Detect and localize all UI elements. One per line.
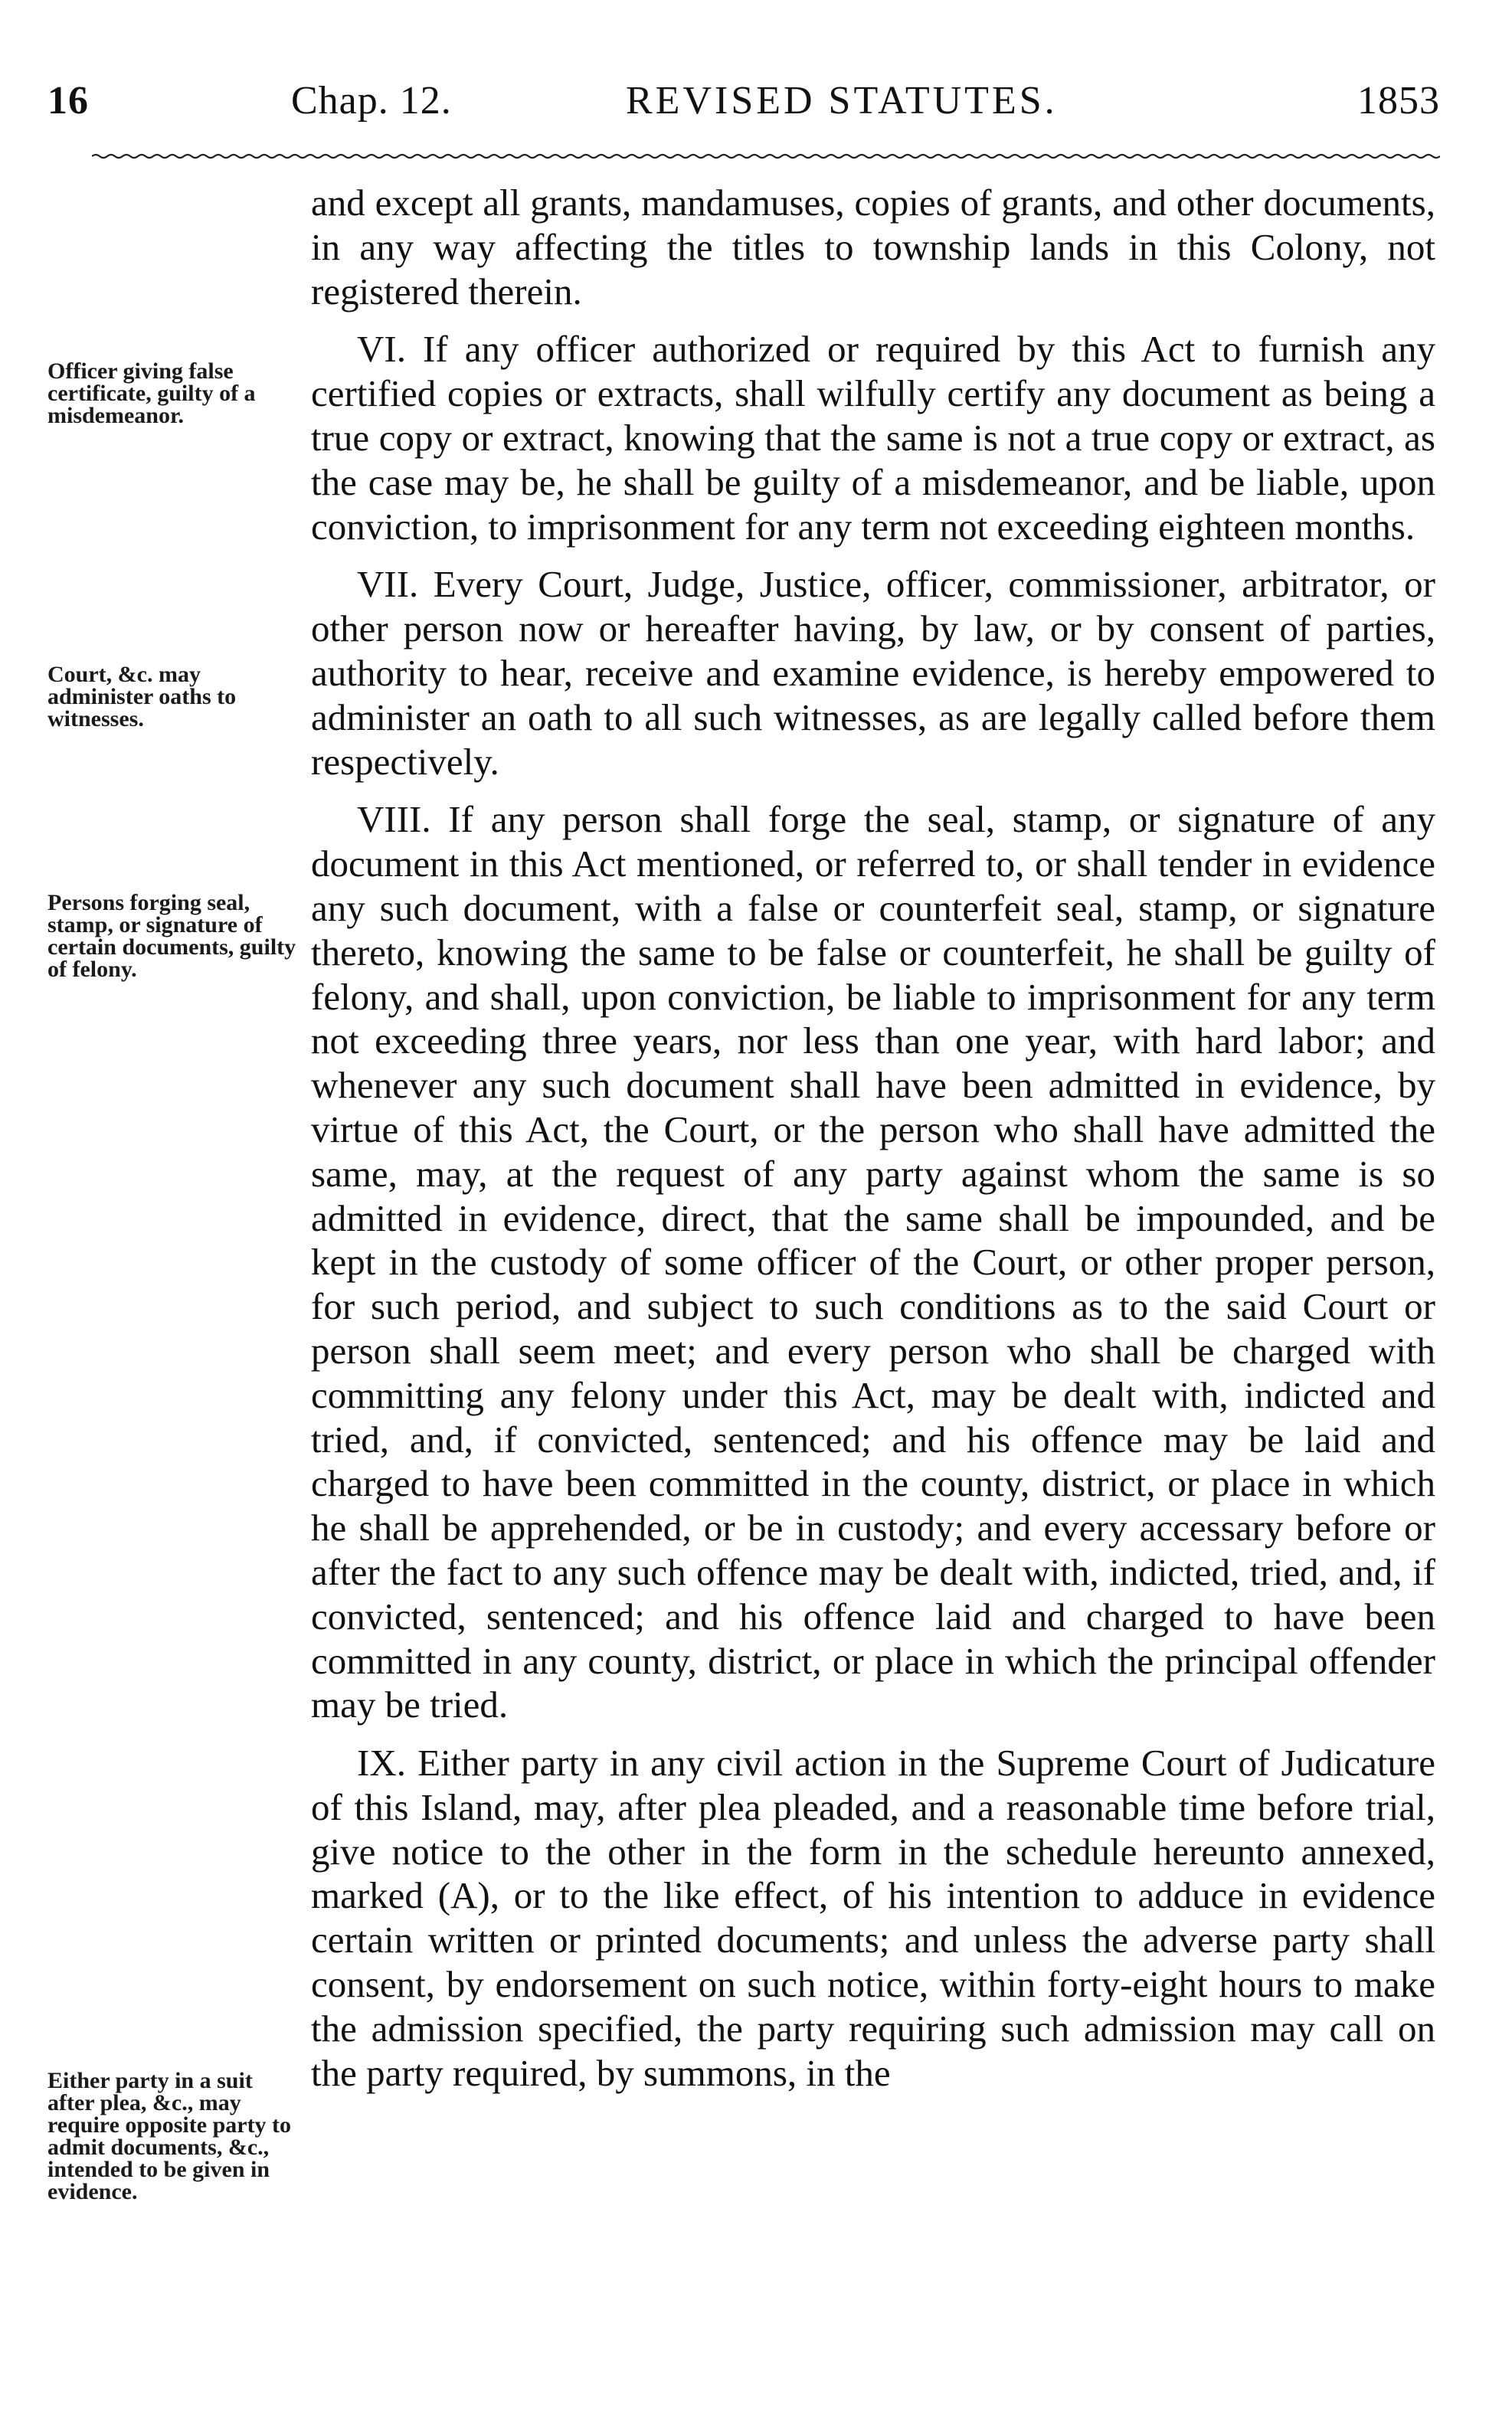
section-numeral: VI.	[357, 328, 406, 371]
section-ix	[311, 1741, 1435, 2095]
section-text: If any officer authorized or required by this Act to furnish any certified copies or extracts, shall wilfully certify any document as being a true copy or extract, knowing that the same is not a true copy or extract, as the case may be, he shall be guilty of a misdemeanor, and be liable, upon conviction, to imprisonment for any term not exceeding eighteen months.	[311, 328, 1436, 548]
margin-note-section-vi: Officer giving false certificate, guilty of a misdemeanor.	[47, 358, 256, 428]
section-numeral: VIII.	[357, 798, 431, 841]
running-header	[47, 70, 1440, 132]
section-vii	[311, 562, 1435, 784]
section-text: Every Court, Judge, Justice, officer, commissioner, arbitrator, or other person now or hereafter having, by law, or by consent of parties, authority to hear, receive and examine evidence, is hereby empowered to administer an oath to all such witnesses, as are legally called before them respectively.	[311, 563, 1435, 783]
section-vi	[311, 327, 1435, 548]
margin-note-section-ix: Either party in a suit after plea, &c., may require opposite party to admit documents, &c., intended to be given in evidence.	[47, 2068, 292, 2204]
section-text: Either party in any civil action in the Supreme Court of Judicature of this Island, may, after plea pleaded, and a reasonable time before trial, give notice to the other in the form in the schedule hereunto annexed, marked (A), or to the like effect, of his intention to adduce in evidence certain written or printed documents; and unless the adverse party shall consent, by endorsement on such notice, within forty-eight hours to make the admission specified, the party requiring such admission may call on the party required, by summons, in the	[311, 1742, 1436, 2094]
section-text: If any person shall forge the seal, stamp, or signature of any document in this Act mentioned, or referred to, or shall tender in evidence any such document, with a false or counterfeit seal, stamp, or signature thereto, knowing the same to be false or counterfeit, he shall be guilty of felony, and shall, upon conviction, be liable to imprisonment for any term not exceeding three years, nor less than one year, with hard labor; and whenever any such document shall have been admitted in evidence, by virtue of this Act, the Court, or the person who shall have admitted the same, may, at the request of any party against whom the same is so admitted in evidence, direct, that the same shall be impounded, and be kept in the custody of some officer of the Court, or other proper person, for such period, and subject to such conditions as to the said Court or person shall seem meet; and every person who shall be charged with committing any felony under this Act, may be dealt with, indicted and tried, and, if convicted, sentenced; and his offence may be laid and charged to have been committed in the county, district, or place in which he shall be apprehended, or be in custody; and every accessary before or after the fact to any such offence may be dealt with, indicted, tried, and, if convicted, sentenced; and his offence laid and charged to have been committed in any county, district, or place in which the principal offender may be tried.	[311, 798, 1435, 1726]
page-number: 16	[47, 79, 89, 123]
margin-note-section-vii: Court, &c. may administer oaths to witnesses.	[47, 662, 237, 731]
running-title: REVISED STATUTES.	[626, 79, 1058, 123]
year-label: 1853	[1357, 79, 1440, 123]
margin-note-section-viii: Persons forging seal, stamp, or signature of certain documents, guilty of felony.	[47, 890, 296, 982]
section-viii	[311, 797, 1435, 1727]
continuation-paragraph: and except all grants, mandamuses, copies of grants, and other documents, in any way affecting the titles to township lands in this Colony, not registered therein.	[311, 182, 1435, 312]
header-wavy-rule	[92, 153, 1440, 159]
section-numeral: IX.	[357, 1742, 406, 1785]
main-text-column	[311, 181, 1435, 2109]
section-numeral: VII.	[357, 563, 419, 606]
chapter-label: Chap. 12.	[291, 79, 452, 123]
